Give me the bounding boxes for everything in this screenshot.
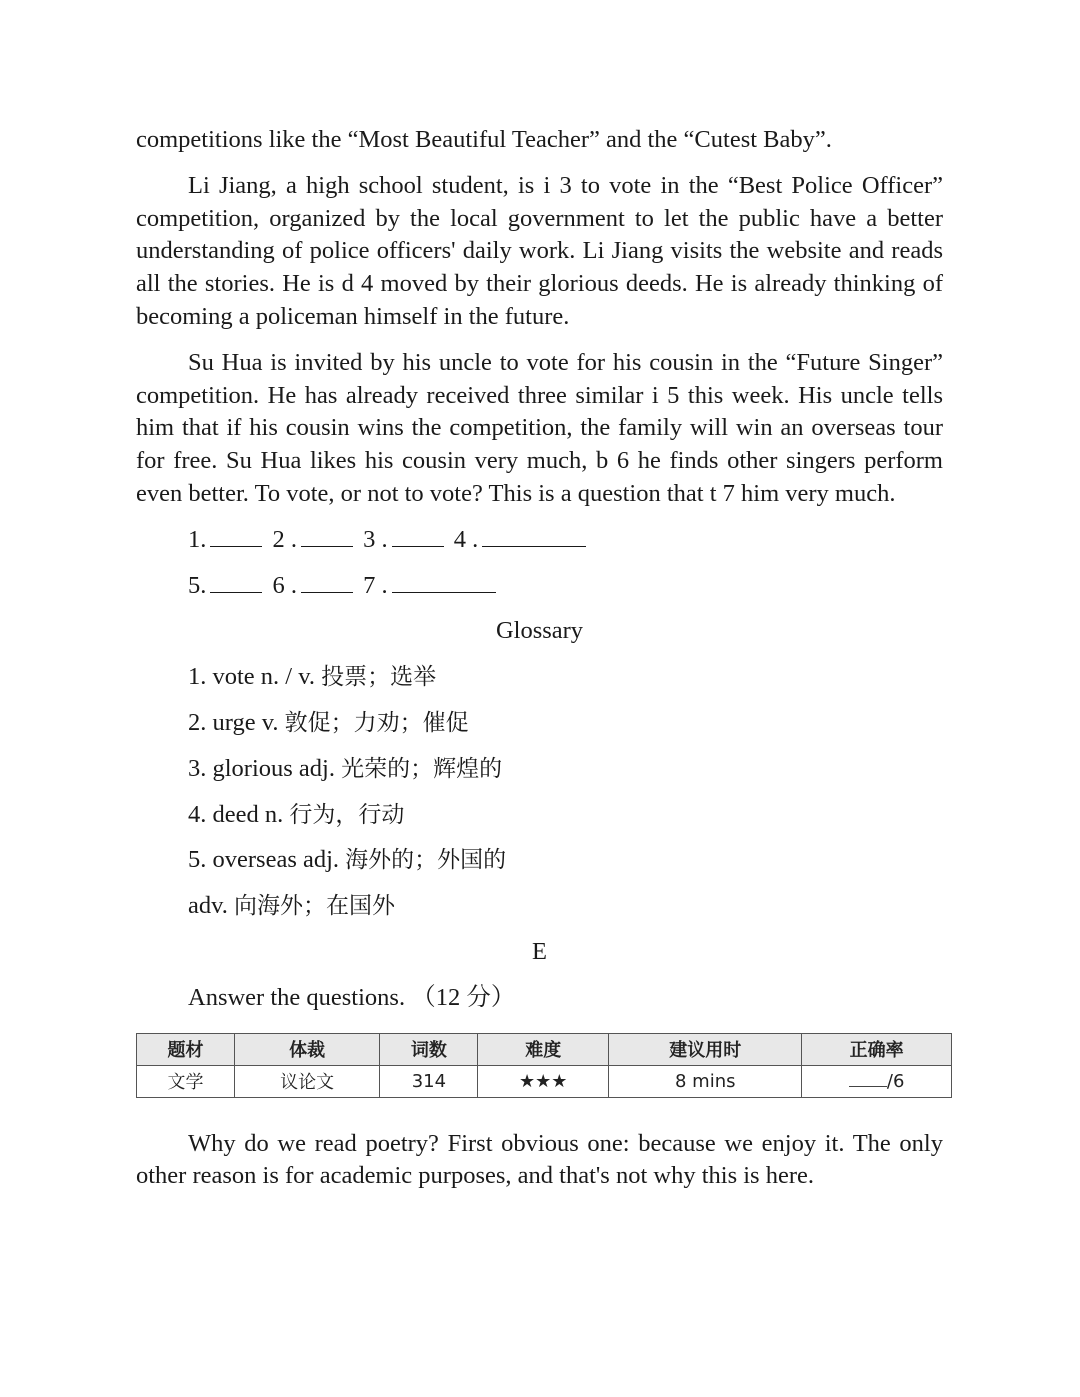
- header-cell-genre: 体裁: [234, 1033, 380, 1065]
- value-cell-word-count: 314: [380, 1065, 478, 1097]
- answer-label-3: 3 .: [363, 525, 388, 553]
- glossary-title: Glossary: [495, 617, 584, 645]
- glossary-item: [188, 844, 943, 877]
- glossary-item: [188, 799, 943, 832]
- reading-info-table: [136, 1033, 952, 1098]
- glossary-item: [188, 890, 943, 923]
- answer-blank-6[interactable]: [301, 570, 353, 593]
- header-cell-word-count: 词数: [380, 1033, 478, 1065]
- glossary-term: 1. vote n. / v.: [188, 663, 316, 691]
- glossary-term: 4. deed n.: [188, 800, 284, 828]
- glossary-item: [188, 661, 943, 694]
- glossary-definition: 行为，行动: [289, 801, 405, 828]
- answer-blank-5[interactable]: [210, 570, 262, 593]
- glossary-term: 2. urge v.: [188, 708, 279, 736]
- answer-blank-3[interactable]: [392, 524, 444, 547]
- glossary-definition: 海外的；外国的: [345, 847, 507, 874]
- glossary-term: 3. glorious adj.: [188, 754, 335, 782]
- section-instruction: Answer the questions. （12 分）: [188, 983, 516, 1011]
- section-letter: E: [532, 937, 547, 965]
- table-row: [137, 1065, 952, 1097]
- answer-label-7: 7 .: [363, 571, 388, 599]
- accuracy-total: /6: [886, 1071, 905, 1093]
- glossary-definition: 敦促；力劝；催促: [284, 709, 469, 736]
- answer-blank-7[interactable]: [392, 570, 496, 593]
- paragraph-0: competitions like the “Most Beautiful Teacher” and the “Cutest Baby”.: [136, 126, 832, 153]
- answer-blank-4[interactable]: [482, 524, 586, 547]
- answer-line-2: [188, 570, 943, 603]
- paragraph-poetry: Why do we read poetry? First obvious one: because we enjoy it. The only other reason is for academic purposes, and that's not why this is here.: [136, 1129, 943, 1190]
- answer-label-6: 6 .: [272, 571, 297, 599]
- answer-label-5: 5.: [188, 571, 207, 599]
- header-cell-difficulty: 难度: [478, 1033, 609, 1065]
- glossary-item: [188, 707, 943, 740]
- header-cell-time: 建议用时: [609, 1033, 802, 1065]
- value-cell-subject: 文学: [137, 1065, 235, 1097]
- paragraph-li-jiang: Li Jiang, a high school student, is i 3 to vote in the “Best Police Officer” competition, organized by the local government to let the public have a better understanding of police officers' daily work. Li Jiang visits the website and reads all the stories. He is d 4 moved by their glorious deeds. He is already thinking of becoming a policeman himself in the future.: [136, 171, 943, 330]
- header-cell-subject: 题材: [137, 1033, 235, 1065]
- glossary-definition: 向海外；在国外: [234, 893, 396, 920]
- glossary-term: adv.: [188, 892, 228, 920]
- value-cell-time: 8 mins: [609, 1065, 802, 1097]
- value-cell-genre: 议论文: [234, 1065, 380, 1097]
- glossary-term: 5. overseas adj.: [188, 846, 340, 874]
- answer-label-4: 4 .: [453, 525, 479, 553]
- paragraph-su-hua: Su Hua is invited by his uncle to vote for his cousin in the “Future Singer” competition. He has already received three similar i 5 this week. His uncle tells him that if his cousin wins the competition, the family will win an overseas tour for free. Su Hua likes his cousin very much, b 6 he finds other singers perform even better. To vote, or not to vote? This is a question that t 7 him very much.: [136, 348, 943, 507]
- value-cell-accuracy: [802, 1065, 952, 1097]
- glossary-definition: 光荣的；辉煌的: [341, 755, 503, 782]
- document-page: [136, 124, 943, 1206]
- glossary-item: [188, 753, 943, 786]
- accuracy-blank[interactable]: [849, 1070, 887, 1087]
- answer-label-1: 1.: [188, 525, 207, 553]
- answer-label-2: 2 .: [272, 525, 297, 553]
- answer-blank-2[interactable]: [301, 524, 353, 547]
- header-cell-accuracy: 正确率: [802, 1033, 952, 1065]
- answer-blank-1[interactable]: [210, 524, 262, 547]
- glossary-definition: 投票；选举: [321, 664, 437, 691]
- table-header-row: [137, 1033, 952, 1065]
- answer-line-1: [188, 524, 943, 557]
- value-cell-difficulty: ★★★: [478, 1065, 609, 1097]
